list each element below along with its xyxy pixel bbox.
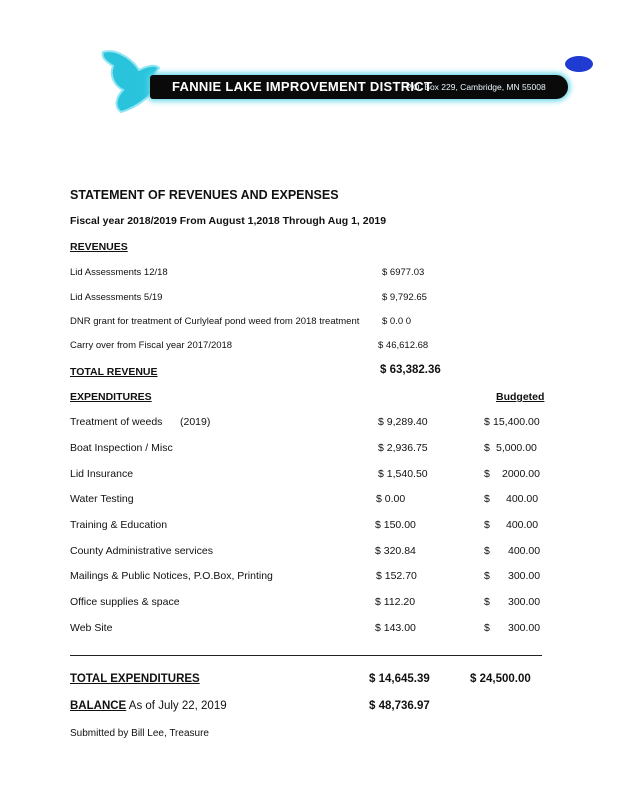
budget-sign: $: [484, 442, 490, 454]
expense-note: (2019): [180, 416, 211, 428]
budget-amount: 400.00: [506, 519, 539, 531]
budgeted-heading: Budgeted: [496, 391, 545, 403]
expense-label: Lid Insurance: [70, 468, 134, 480]
expenditures-heading: EXPENDITURES: [70, 391, 152, 403]
budget-amount: 300.00: [508, 570, 541, 582]
revenue-label: Lid Assessments 5/19: [70, 292, 163, 303]
budget-amount: 300.00: [508, 622, 541, 634]
revenue-amount: $ 46,612.68: [378, 340, 429, 351]
budget-amount: 300.00: [508, 596, 541, 608]
balance-label: BALANCE: [70, 700, 127, 712]
budget-amount: 2000.00: [502, 468, 540, 480]
budget-amount: 15,400.00: [493, 416, 540, 428]
expense-amount: $ 152.70: [376, 570, 417, 582]
revenue-amount: $ 9,792.65: [382, 292, 427, 303]
budget-sign: $: [484, 493, 490, 505]
expense-amount: $ 150.00: [375, 519, 416, 531]
revenue-amount: $ 0.0 0: [382, 316, 412, 327]
fiscal-year-line: Fiscal year 2018/2019 From August 1,2018 Through Aug 1, 2019: [70, 215, 387, 227]
revenue-label: DNR grant for treatment of Curlyleaf pond weed from 2018 treatment: [70, 316, 360, 327]
expense-amount: $ 320.84: [375, 545, 416, 557]
org-name: FANNIE LAKE IMPROVEMENT DISTRICT: [172, 79, 433, 94]
budget-sign: $: [484, 622, 490, 634]
budget-amount: 5,000.00: [496, 442, 537, 454]
revenue-label: Carry over from Fiscal year 2017/2018: [70, 340, 233, 351]
expense-amount: $ 143.00: [375, 622, 416, 634]
revenue-amount: $ 6977.03: [382, 267, 425, 278]
budget-sign: $: [484, 545, 490, 557]
expense-amount: $ 0.00: [376, 493, 406, 505]
total-budget-amount: $ 24,500.00: [470, 673, 531, 685]
expense-label: Training & Education: [70, 519, 168, 531]
balance-line: [70, 700, 227, 712]
expense-amount: $ 2,936.75: [378, 442, 428, 454]
budget-amount: 400.00: [506, 493, 539, 505]
budget-sign: $: [484, 519, 490, 531]
expense-label: Mailings & Public Notices, P.O.Box, Printing: [70, 570, 273, 582]
total-expenditures-amount: $ 14,645.39: [369, 673, 430, 685]
expense-label: Water Testing: [70, 493, 134, 505]
submitted-by: Submitted by Bill Lee, Treasure: [70, 728, 209, 739]
balance-date: As of July 22, 2019: [128, 700, 227, 712]
expense-label: Web Site: [70, 622, 113, 634]
totals-divider: [70, 655, 542, 656]
revenue-label: Lid Assessments 12/18: [70, 267, 168, 278]
ink-blob-icon: [564, 55, 594, 73]
expense-label: Office supplies & space: [70, 596, 180, 608]
budget-sign: $: [484, 570, 490, 582]
expense-amount: $ 1,540.50: [378, 468, 428, 480]
org-address: P.O. Box 229, Cambridge, MN 55008: [406, 82, 546, 92]
letterhead-banner: [150, 75, 568, 99]
expense-label: Treatment of weeds: [70, 416, 163, 428]
balance-amount: $ 48,736.97: [369, 700, 430, 712]
budget-amount: 400.00: [508, 545, 541, 557]
expense-label: Boat Inspection / Misc: [70, 442, 173, 454]
budget-sign: $: [484, 596, 490, 608]
total-expenditures-label: TOTAL EXPENDITURES: [70, 673, 200, 685]
expense-amount: $ 9,289.40: [378, 416, 428, 428]
total-revenue-amount: $ 63,382.36: [380, 364, 441, 376]
page-title: STATEMENT OF REVENUES AND EXPENSES: [70, 188, 339, 202]
total-revenue-label: TOTAL REVENUE: [70, 366, 158, 378]
expense-amount: $ 112.20: [375, 596, 416, 608]
budget-sign: $: [484, 416, 490, 428]
expense-label: County Administrative services: [70, 545, 213, 557]
revenues-heading: REVENUES: [70, 241, 128, 253]
budget-sign: $: [484, 468, 490, 480]
